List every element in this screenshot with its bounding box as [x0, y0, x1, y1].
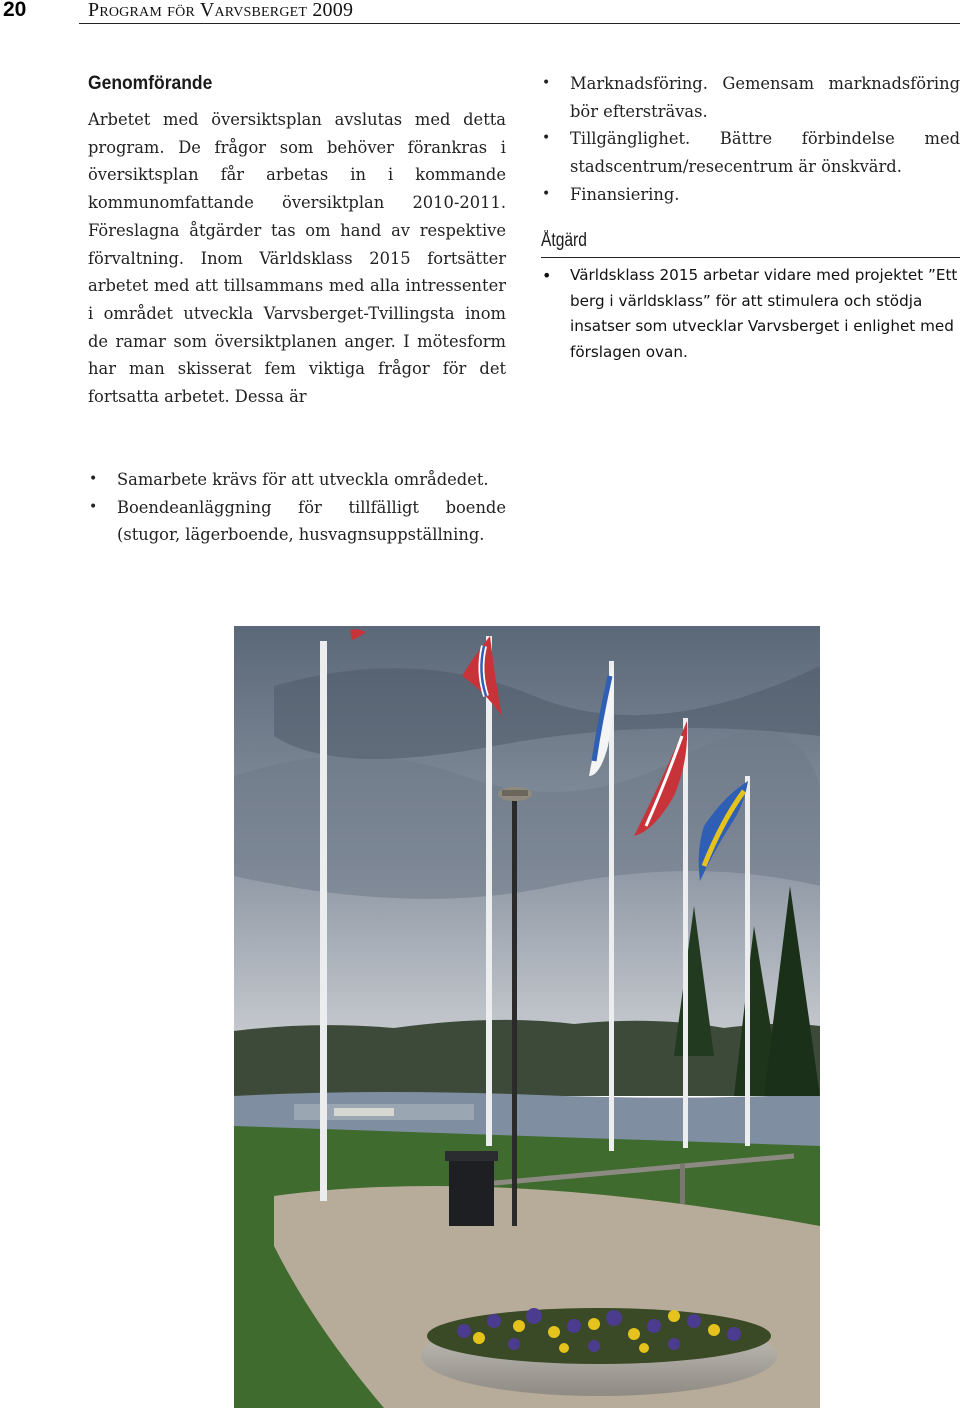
right-bullet-list — [541, 70, 960, 209]
body-paragraph: Arbetet med översiktsplan avslutas med detta program. De frågor som behöver förankras i översiktsplan får arbetas in i kommande kommunomfattande översiktplan 2010-2011. Föreslagna åtgärder tas om hand av respektive förvaltning. Inom Världsklass 2015 fortsätter arbetet med att tillsammans med alla intressenter i området utveckla Varvsberget-Tvillingsta inom de ramar som översiktplanen anger. I mötesform har man skisserat fem viktiga frågor för det fortsatta arbetet. Dessa är — [88, 110, 506, 407]
list-item: • Finansiering. — [541, 181, 960, 209]
atgard-heading: Åtgärd — [541, 230, 587, 251]
section-heading: Genomförande — [88, 73, 213, 94]
header-rule — [79, 23, 960, 24]
list-item: • Tillgänglighet. Bättre förbindelse med stadscentrum/resecentrum är önskvärd. — [541, 125, 960, 180]
list-item: • Boendeanläggning för tillfälligt boende (stugor, lägerboende, husvagnsuppställning. — [88, 494, 506, 549]
atgard-list — [541, 263, 960, 365]
page-number: 20 — [3, 0, 27, 21]
list-item: • Världsklass 2015 arbetar vidare med projektet ”Ett berg i världsklass” för att stimulera och stödja insatser som utvecklar Varvsberget i enlighet med förslagen ovan. — [541, 263, 960, 365]
atgard-rule — [541, 257, 960, 258]
flagpoles-photo — [234, 626, 820, 1408]
left-bullet-list — [88, 466, 506, 549]
list-item: • Samarbete krävs för att utveckla områdedet. — [88, 466, 506, 494]
running-header-title: Program för Varvsberget 2009 — [88, 0, 354, 21]
list-item: • Marknadsföring. Gemensam marknadsföring bör eftersträvas. — [541, 70, 960, 125]
